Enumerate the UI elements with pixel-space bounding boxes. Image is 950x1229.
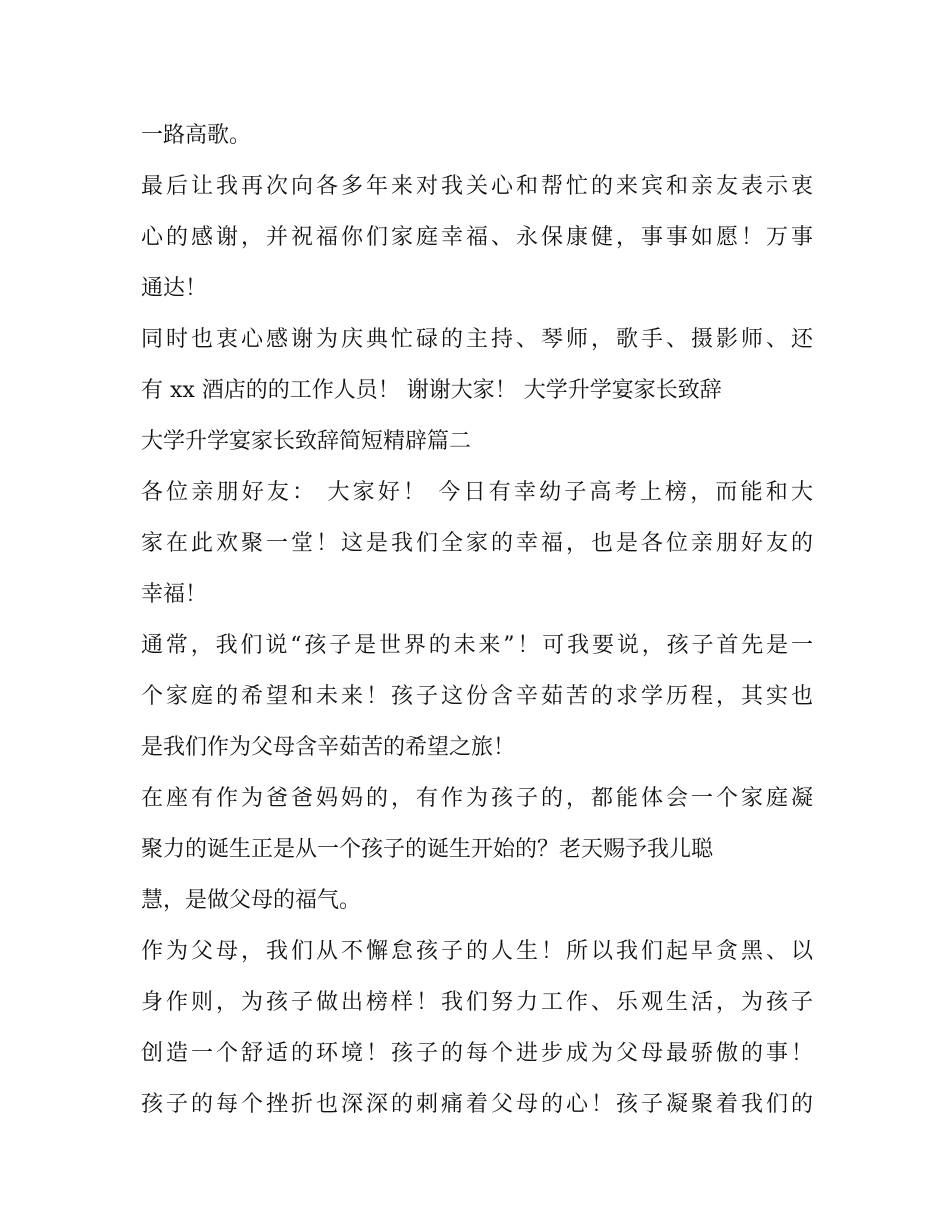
text-line: 个家庭的希望和未来！孩子这份含辛茹苦的求学历程，其实也 — [141, 684, 813, 709]
text-line: 是我们作为父母含辛茹苦的希望之旅！ — [141, 735, 516, 760]
text-line: 有 xx 酒店的的工作人员！ 谢谢大家！ 大学升学宴家长致辞 — [141, 378, 722, 403]
text-line: 幸福！ — [141, 582, 208, 607]
text-line: 在座有作为爸爸妈妈的，有作为孩子的，都能体会一个家庭凝 — [141, 786, 813, 811]
text-line: 最后让我再次向各多年来对我关心和帮忙的来宾和亲友表示衷 — [141, 174, 813, 199]
text-line: 通常，我们说“孩子是世界的未来”！可我要说，孩子首先是一 — [141, 633, 813, 658]
text-line: 一路高歌。 — [141, 123, 252, 148]
text-line: 通达！ — [141, 276, 208, 301]
text-line: 家在此欢聚一堂！这是我们全家的幸福，也是各位亲朋好友的 — [141, 531, 813, 556]
text-line: 同时也衷心感谢为庆典忙碌的主持、琴师，歌手、摄影师、还 — [141, 327, 813, 352]
text-line: 创造一个舒适的环境！孩子的每个进步成为父母最骄傲的事！ — [141, 1041, 813, 1066]
text-line: 聚力的诞生正是从一个孩子的诞生开始的？老天赐予我儿聪 — [141, 837, 714, 862]
text-line: 身作则，为孩子做出榜样！我们努力工作、乐观生活，为孩子 — [141, 990, 813, 1015]
text-line: 作为父母，我们从不懈怠孩子的人生！所以我们起早贪黑、以 — [141, 939, 813, 964]
text-line: 各位亲朋好友： 大家好！ 今日有幸幼子高考上榜，而能和大 — [141, 480, 813, 505]
document-body — [141, 110, 813, 1130]
text-line: 孩子的每个挫折也深深的刺痛着父母的心！孩子凝聚着我们的 — [141, 1092, 813, 1117]
text-line: 心的感谢，并祝福你们家庭幸福、永保康健，事事如愿！万事 — [141, 225, 813, 250]
text-line: 慧，是做父母的福气。 — [141, 888, 362, 913]
section-heading: 大学升学宴家长致辞简短精辟篇二 — [141, 429, 472, 454]
